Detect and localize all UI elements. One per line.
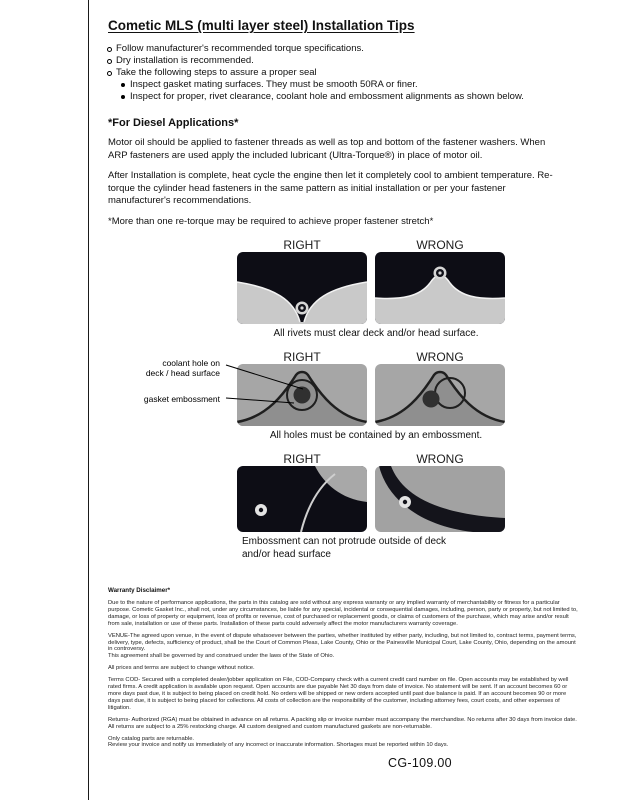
rivet-right-diagram [237,252,367,324]
legal-paragraph: Terms COD- Secured with a completed dealer/jobber application on File, COD-Company check with a current credit card number on file. Open accounts may be established by well rated firms. A credit application is available upon request. Open accounts are due payable Net 30 days from date of invoice. No statement will be sent. If an account becomes 60 or more days past due, it is subject to being placed on credit hold. No orders will be shipped or new orders accepted until past due balance is paid. If an account becomes 90 or more days past due, it is subject to being placed for collections. All costs of collection are the responsibility of the customer, including attorney fees, court costs, and other expenses of litigation. [108,677,569,711]
right-label: RIGHT [283,238,321,252]
figure-rivet-caption: All rivets must clear deck and/or head surface. [273,328,479,339]
protrusion-right-diagram [237,466,367,532]
diesel-paragraph-retorque: After Installation is complete, heat cycle the engine then let it completely cool to ambient temperature. Re-torque the cylinder head fasteners in the same pattern as initial installation or per your fastener manufacturer's recommendations. [108,170,553,206]
embossment-right-diagram [237,364,367,426]
wrong-label: WRONG [416,452,464,466]
coolant-hole-annotation-line1: coolant hole on [162,358,220,368]
bolt-hole-icon [399,496,411,508]
right-label: RIGHT [283,350,321,364]
figure-embossment-protrusion [108,452,578,561]
sub-tip-item: Inspect for proper, rivet clearance, coolant hole and embossment alignments as shown below. [130,91,578,103]
rivet-wrong-svg [375,252,505,324]
figure-protrusion-caption-line2: and/or head surface [242,549,331,560]
bolt-hole-icon [255,504,267,516]
diesel-paragraph-oil: Motor oil should be applied to fastener threads as well as top and bottom of the fastener washers. When ARP fasteners are used apply the included lubricant (Ultra-Torque®) in place of motor oil. [108,137,546,161]
figure-hole-embossment [108,350,578,442]
figure-rivet-clearance [108,238,578,340]
protrusion-wrong-svg [375,466,505,532]
protrusion-wrong-diagram [375,466,505,532]
embossment-right-svg [237,364,367,426]
tips-list [108,43,578,79]
sub-tips-list [108,79,578,103]
legal-paragraph: All prices and terms are subject to change without notice. [108,665,255,672]
wrong-label: WRONG [416,350,464,364]
embossment-wrong-diagram [375,364,505,426]
coolant-hole-annotation [108,358,220,378]
legal-paragraph: This agreement shall be governed by and construed under the laws of the State of Ohio. [108,653,335,660]
coolant-hole-icon [423,391,440,408]
diesel-applications-heading: *For Diesel Applications* [108,117,239,129]
tip-item: Follow manufacturer's recommended torque specifications. [116,43,578,55]
legal-paragraph: Review your invoice and notify us immediately of any incorrect or inaccurate information. Shortages must be reported within 10 days. [108,742,449,749]
gasket-embossment-annotation: gasket embossment [143,394,220,404]
page-left-border [88,0,89,800]
legal-paragraph: Only catalog parts are returnable. [108,735,195,742]
page-code: CG-109.00 [388,756,452,770]
embossment-wrong-svg [375,364,505,426]
retorque-note: *More than one re-torque may be required to achieve proper fastener stretch* [108,215,434,227]
legal-paragraph: Due to the nature of performance applications, the parts in this catalog are sold without any express warranty or any implied warranty of merchantability or fitness for a particular purpose. Cometic Gasket Inc., shall not, under any circumstances, be liable for any special, incidental or consequential damages, including, person, party or property, but not limited to, damage, or loss of property or equipment, loss of profits or revenue, cost of purchased or replacement goods, or claims of customers of the purchase, which may arise and/or result from sale, installation or use of these parts. Installation of these parts could adversely affect the motor manufacturers warranty coverage. [108,600,578,627]
tip-item: Take the following steps to assure a proper seal [116,67,578,79]
legal-paragraph: Returns- Authorized (RGA) must be obtained in advance on all returns. A packing slip or invoice number must accompany the merchandise. No returns after 30 days from invoice date. All returns are subject to a 25% restocking charge. All custom designed and custom manufactured gaskets are non-returnable. [108,716,577,730]
protrusion-right-svg [237,466,367,532]
figure-protrusion-caption [242,535,510,561]
figure-protrusion-caption-line1: Embossment can not protrude outside of deck [242,536,447,547]
coolant-hole-icon [294,387,311,404]
coolant-hole-annotation-line2: deck / head surface [145,368,220,378]
tip-item: Dry installation is recommended. [116,55,578,67]
page-content [108,18,578,754]
wrong-label: WRONG [416,238,464,252]
legal-paragraph: VENUE-The agreed upon venue, in the event of dispute whatsoever between the parties, whether instituted by either party, including, but not limited to, contract terms, payment terms, delivery, type, defects, sufficiency of product, shall be the Court of Common Pleas, Lake County, Ohio or the Painesville Municipal Court, Lake County, Ohio, depending on the amount in controversy. [108,632,577,653]
rivet-right-svg [237,252,367,324]
right-label: RIGHT [283,452,321,466]
rivet-icon [296,302,309,315]
figure-embossment-caption: All holes must be contained by an embossment. [269,430,483,441]
rivet-icon [434,267,447,280]
rivet-wrong-diagram [375,252,505,324]
page-title: Cometic MLS (multi layer steel) Installation Tips [108,18,415,33]
sub-tip-item: Inspect gasket mating surfaces. They must be smooth 50RA or finer. [130,79,578,91]
warranty-disclaimer-section [108,587,580,749]
warranty-disclaimer-heading: Warranty Disclaimer* [108,587,171,594]
